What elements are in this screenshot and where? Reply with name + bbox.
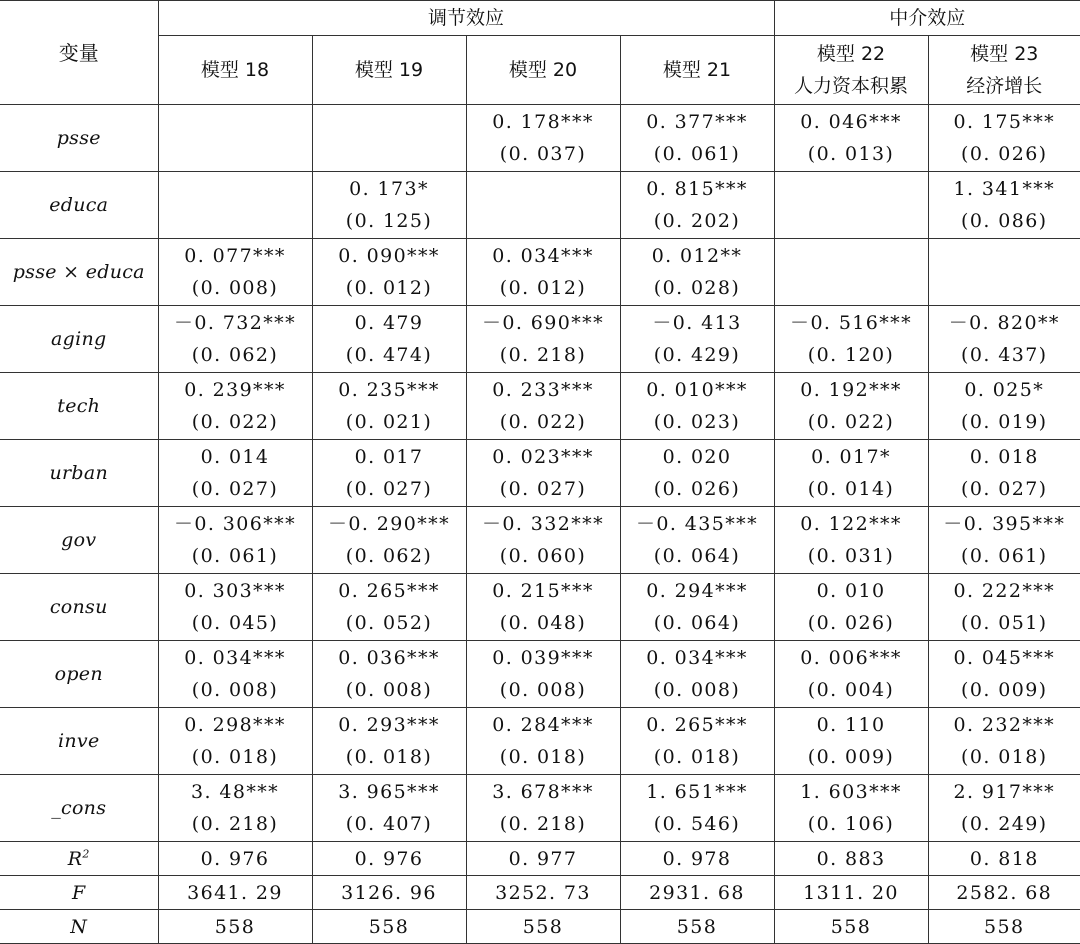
model-label: 模型 18 (200, 59, 270, 81)
table-cell (928, 775, 1080, 842)
standard-error: (0. 052) (345, 612, 433, 634)
table-cell (620, 574, 774, 641)
coefficient: 0. 110 (816, 714, 886, 736)
coefficient: 1. 603*** (800, 781, 902, 803)
coefficient: 0. 010 (816, 580, 886, 602)
standard-error: (0. 037) (499, 143, 587, 165)
coefficient: 0. 077*** (184, 245, 286, 267)
table-cell (928, 373, 1080, 440)
table-cell (312, 708, 466, 775)
table-cell (774, 105, 928, 172)
statistic-value: 0. 976 (158, 842, 312, 876)
table-cell (466, 507, 620, 574)
mediation-effect-header: 中介效应 (774, 1, 1080, 36)
table-cell (620, 708, 774, 775)
standard-error: (0. 022) (807, 411, 895, 433)
table-cell (928, 239, 1080, 306)
standard-error: (0. 013) (807, 143, 895, 165)
coefficient: 0. 039*** (492, 647, 594, 669)
model-header-row (0, 36, 1080, 105)
standard-error: (0. 026) (807, 612, 895, 634)
variable-name: psse × educa (0, 239, 158, 306)
statistic-value: 558 (312, 910, 466, 944)
moderation-effect-header: 调节效应 (158, 1, 774, 36)
table-cell (774, 708, 928, 775)
coefficient: 0. 012** (651, 245, 743, 267)
coefficient: 2. 917*** (953, 781, 1056, 803)
coefficient: －0. 395*** (943, 513, 1066, 535)
table-row (0, 172, 1080, 239)
standard-error: (0. 218) (191, 813, 279, 835)
standard-error: (0. 022) (499, 411, 587, 433)
coefficient: 3. 48*** (190, 781, 280, 803)
standard-error: (0. 018) (653, 746, 741, 768)
standard-error: (0. 012) (345, 277, 433, 299)
standard-error: (0. 009) (961, 679, 1048, 701)
variable-name: open (0, 641, 158, 708)
model-label: 模型 19 (354, 59, 424, 81)
table-row (0, 306, 1080, 373)
coefficient: －0. 306*** (174, 513, 296, 535)
statistic-value: 3126. 96 (312, 876, 466, 910)
coefficient: 0. 017* (811, 446, 891, 468)
table-cell (158, 708, 312, 775)
coefficient: －0. 435*** (636, 513, 758, 535)
standard-error: (0. 008) (191, 277, 279, 299)
statistic-value: 3641. 29 (158, 876, 312, 910)
statistic-superscript: 2 (82, 847, 90, 861)
table-cell (620, 239, 774, 306)
standard-error: (0. 018) (961, 746, 1048, 768)
table-cell (928, 641, 1080, 708)
standard-error: (0. 062) (345, 545, 433, 567)
model-header (620, 36, 774, 105)
coefficient: 3. 678*** (492, 781, 594, 803)
statistic-label: N (70, 915, 88, 938)
table-cell (158, 641, 312, 708)
table-header (0, 1, 1080, 105)
variable-name: consu (0, 574, 158, 641)
table-cell (620, 172, 774, 239)
standard-error: (0. 027) (961, 478, 1048, 500)
table-cell (620, 440, 774, 507)
table-body (0, 105, 1080, 944)
table-cell (312, 239, 466, 306)
standard-error: (0. 021) (345, 411, 433, 433)
table-cell (466, 239, 620, 306)
coefficient: －0. 732*** (174, 312, 296, 334)
coefficient: 0. 235*** (338, 379, 440, 401)
coefficient: －0. 332*** (482, 513, 604, 535)
standard-error: (0. 026) (961, 143, 1048, 165)
table-cell (158, 775, 312, 842)
table-cell (312, 373, 466, 440)
coefficient: 0. 298*** (184, 714, 286, 736)
statistic-value: 3252. 73 (466, 876, 620, 910)
coefficient: 0. 815*** (646, 178, 748, 200)
model-header (774, 36, 928, 105)
statistic-name (0, 910, 158, 944)
coefficient: 0. 265*** (338, 580, 440, 602)
variable-name: urban (0, 440, 158, 507)
standard-error: (0. 027) (499, 478, 587, 500)
table-cell (312, 507, 466, 574)
standard-error: (0. 106) (807, 813, 895, 835)
coefficient: 1. 651*** (646, 781, 748, 803)
variable-name: tech (0, 373, 158, 440)
standard-error: (0. 086) (961, 210, 1048, 232)
table-cell (466, 641, 620, 708)
standard-error: (0. 474) (345, 344, 433, 366)
table-cell (774, 306, 928, 373)
table-cell (158, 306, 312, 373)
table-cell (774, 507, 928, 574)
coefficient: 0. 034*** (184, 647, 286, 669)
table-cell (158, 440, 312, 507)
standard-error: (0. 407) (345, 813, 433, 835)
statistic-value: 2582. 68 (928, 876, 1080, 910)
stat-row (0, 876, 1080, 910)
table-row (0, 574, 1080, 641)
coefficient: 0. 265*** (646, 714, 748, 736)
standard-error: (0. 009) (807, 746, 895, 768)
table-cell (620, 641, 774, 708)
coefficient: 0. 215*** (492, 580, 594, 602)
table-cell (312, 775, 466, 842)
model-header (466, 36, 620, 105)
coefficient: 0. 479 (354, 312, 424, 334)
table-cell (928, 172, 1080, 239)
standard-error: (0. 027) (191, 478, 279, 500)
table-cell (466, 440, 620, 507)
table-cell (466, 775, 620, 842)
standard-error: (0. 048) (499, 612, 587, 634)
standard-error: (0. 045) (191, 612, 279, 634)
standard-error: (0. 051) (961, 612, 1048, 634)
standard-error: (0. 062) (191, 344, 279, 366)
standard-error: (0. 018) (191, 746, 279, 768)
table-cell (928, 708, 1080, 775)
table-cell (620, 507, 774, 574)
standard-error: (0. 437) (961, 344, 1048, 366)
model-header (158, 36, 312, 105)
coefficient: 0. 222*** (953, 580, 1056, 602)
coefficient: 0. 036*** (338, 647, 440, 669)
table-cell (620, 373, 774, 440)
coefficient: 1. 341*** (953, 178, 1056, 200)
standard-error: (0. 014) (807, 478, 895, 500)
standard-error: (0. 249) (961, 813, 1048, 835)
statistic-name (0, 876, 158, 910)
coefficient: －0. 413 (652, 312, 742, 334)
coefficient: 0. 045*** (953, 647, 1056, 669)
standard-error: (0. 023) (653, 411, 741, 433)
coefficient: 3. 965*** (338, 781, 440, 803)
standard-error: (0. 019) (961, 411, 1048, 433)
coefficient: －0. 290*** (328, 513, 450, 535)
stat-row (0, 910, 1080, 944)
model-label: 模型 21 (662, 59, 732, 81)
table-row (0, 641, 1080, 708)
coefficient: 0. 192*** (800, 379, 902, 401)
statistic-label: R (67, 847, 83, 870)
model-label: 模型 22 (816, 43, 886, 65)
table-cell (928, 574, 1080, 641)
table-cell (158, 105, 312, 172)
standard-error: (0. 008) (345, 679, 433, 701)
variable-column-header: 变量 (0, 1, 158, 105)
table-cell (466, 574, 620, 641)
variable-name: psse (0, 105, 158, 172)
coefficient: 0. 046*** (800, 111, 902, 133)
coefficient: 0. 377*** (646, 111, 748, 133)
table-cell (466, 105, 620, 172)
table-cell (466, 306, 620, 373)
table-cell (928, 507, 1080, 574)
table-row (0, 507, 1080, 574)
table-row (0, 708, 1080, 775)
table-cell (312, 172, 466, 239)
stat-row (0, 842, 1080, 876)
standard-error: (0. 012) (499, 277, 587, 299)
model-header (312, 36, 466, 105)
standard-error: (0. 008) (191, 679, 279, 701)
model-label: 模型 20 (508, 59, 578, 81)
statistic-value: 0. 976 (312, 842, 466, 876)
table-cell (620, 775, 774, 842)
table-cell (158, 172, 312, 239)
coefficient: 0. 173* (349, 178, 429, 200)
table-cell (312, 440, 466, 507)
table-cell (928, 440, 1080, 507)
standard-error: (0. 202) (653, 210, 741, 232)
standard-error: (0. 026) (653, 478, 741, 500)
standard-error: (0. 018) (345, 746, 433, 768)
group-header-row (0, 1, 1080, 36)
coefficient: －0. 690*** (482, 312, 604, 334)
table-cell (466, 373, 620, 440)
coefficient: －0. 820** (948, 312, 1060, 334)
coefficient: 0. 122*** (800, 513, 902, 535)
variable-name: educa (0, 172, 158, 239)
table-cell (158, 574, 312, 641)
standard-error: (0. 429) (653, 344, 741, 366)
coefficient: 0. 014 (200, 446, 270, 468)
statistic-value: 0. 978 (620, 842, 774, 876)
table-cell (158, 239, 312, 306)
statistic-value: 2931. 68 (620, 876, 774, 910)
statistic-value: 0. 883 (774, 842, 928, 876)
table-cell (774, 775, 928, 842)
coefficient: 0. 175*** (953, 111, 1056, 133)
standard-error: (0. 008) (499, 679, 587, 701)
table-cell (312, 306, 466, 373)
standard-error: (0. 018) (499, 746, 587, 768)
standard-error: (0. 031) (807, 545, 895, 567)
standard-error: (0. 061) (653, 143, 741, 165)
standard-error: (0. 008) (653, 679, 741, 701)
coefficient: 0. 034*** (492, 245, 594, 267)
standard-error: (0. 061) (961, 545, 1048, 567)
statistic-value: 558 (466, 910, 620, 944)
table-cell (774, 373, 928, 440)
variable-name: _cons (0, 775, 158, 842)
statistic-label: F (72, 881, 86, 904)
coefficient: 0. 017 (354, 446, 424, 468)
coefficient: 0. 284*** (492, 714, 594, 736)
standard-error: (0. 022) (191, 411, 279, 433)
variable-name: aging (0, 306, 158, 373)
table-cell (466, 172, 620, 239)
coefficient: 0. 034*** (646, 647, 748, 669)
model-header (928, 36, 1080, 105)
statistic-name (0, 842, 158, 876)
table-cell (466, 708, 620, 775)
coefficient: 0. 018 (969, 446, 1039, 468)
table-row (0, 373, 1080, 440)
table-cell (158, 507, 312, 574)
table-row (0, 440, 1080, 507)
coefficient: 0. 294*** (646, 580, 748, 602)
table-row (0, 775, 1080, 842)
standard-error: (0. 218) (499, 813, 587, 835)
model-sublabel: 经济增长 (966, 75, 1043, 97)
statistic-value: 1311. 20 (774, 876, 928, 910)
coefficient: 0. 303*** (184, 580, 286, 602)
statistic-value: 0. 818 (928, 842, 1080, 876)
standard-error: (0. 061) (191, 545, 279, 567)
standard-error: (0. 027) (345, 478, 433, 500)
table-cell (774, 440, 928, 507)
standard-error: (0. 125) (345, 210, 433, 232)
table-cell (774, 239, 928, 306)
table-cell (312, 105, 466, 172)
model-sublabel: 人力资本积累 (794, 75, 909, 97)
standard-error: (0. 120) (807, 344, 895, 366)
table-cell (774, 574, 928, 641)
standard-error: (0. 004) (807, 679, 895, 701)
table-cell (312, 641, 466, 708)
coefficient: 0. 233*** (492, 379, 594, 401)
statistic-value: 558 (928, 910, 1080, 944)
table-cell (312, 574, 466, 641)
coefficient: 0. 023*** (492, 446, 594, 468)
table-cell (620, 306, 774, 373)
variable-name: inve (0, 708, 158, 775)
statistic-value: 558 (774, 910, 928, 944)
model-label: 模型 23 (970, 43, 1039, 65)
statistic-value: 558 (620, 910, 774, 944)
statistic-value: 0. 977 (466, 842, 620, 876)
coefficient: 0. 239*** (184, 379, 286, 401)
coefficient: 0. 020 (662, 446, 732, 468)
table-row (0, 105, 1080, 172)
coefficient: 0. 010*** (646, 379, 748, 401)
standard-error: (0. 028) (653, 277, 741, 299)
table-cell (928, 105, 1080, 172)
coefficient: 0. 178*** (492, 111, 594, 133)
table-cell (774, 641, 928, 708)
standard-error: (0. 546) (653, 813, 741, 835)
table-row (0, 239, 1080, 306)
coefficient: 0. 006*** (800, 647, 902, 669)
table-cell (620, 105, 774, 172)
table-cell (928, 306, 1080, 373)
standard-error: (0. 060) (499, 545, 587, 567)
variable-name: gov (0, 507, 158, 574)
coefficient: －0. 516*** (790, 312, 912, 334)
coefficient: 0. 090*** (338, 245, 440, 267)
table-cell (158, 373, 312, 440)
table-cell (774, 172, 928, 239)
coefficient: 0. 025* (964, 379, 1045, 401)
statistic-value: 558 (158, 910, 312, 944)
standard-error: (0. 064) (653, 545, 741, 567)
standard-error: (0. 064) (653, 612, 741, 634)
standard-error: (0. 218) (499, 344, 587, 366)
coefficient: 0. 293*** (338, 714, 440, 736)
coefficient: 0. 232*** (953, 714, 1056, 736)
